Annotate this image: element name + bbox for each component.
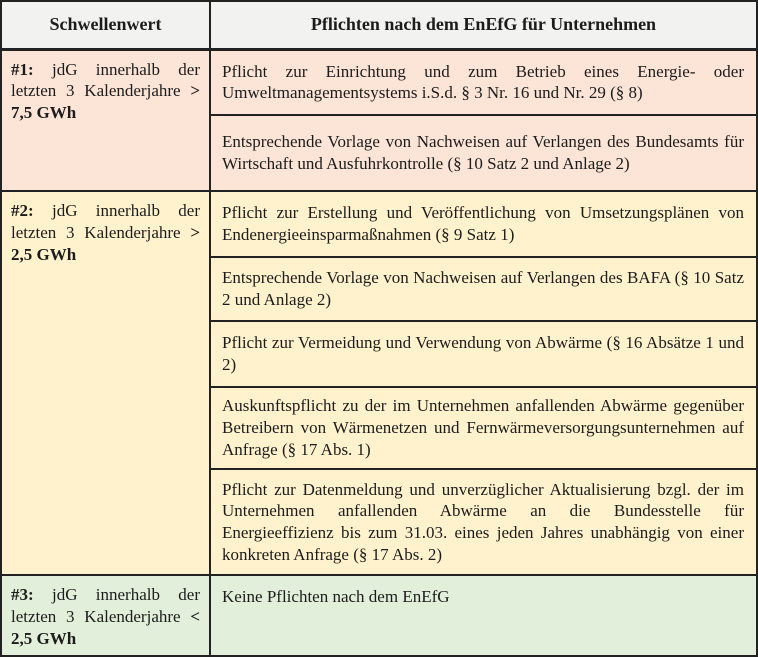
table-row bbox=[1, 191, 757, 257]
obligation-cell: Entsprechende Vorlage von Nachweisen auf Verlangen des BAFA (§ 10 Satz 2 und Anlage 2) bbox=[210, 257, 757, 321]
threshold-number: #1: bbox=[11, 59, 34, 79]
obligation-cell: Pflicht zur Datenmeldung und unverzüglicher Aktualisierung bzgl. der im Unternehmen anfallenden Abwärme an die Bundesstelle für Energieeffizienz bis zum 31.03. eines jeden Jahres unabhängig von einer konkreten Anfrage (§ 17 Abs. 2) bbox=[210, 469, 757, 575]
threshold-value: > 7,5 GWh bbox=[11, 81, 200, 122]
table-header-row bbox=[1, 1, 757, 49]
obligation-cell: Pflicht zur Erstellung und Veröffentlichung von Umsetzungsplänen von Endenergieeinsparmaßnahmen (§ 9 Satz 1) bbox=[210, 191, 757, 257]
threshold-value: > 2,5 GWh bbox=[11, 222, 200, 264]
header-cell-pflichten: Pflichten nach dem EnEfG für Unternehmen bbox=[210, 1, 757, 49]
obligation-cell: Pflicht zur Vermeidung und Verwendung von Abwärme (§ 16 Absätze 1 und 2) bbox=[210, 321, 757, 387]
obligation-cell: Keine Pflichten nach dem EnEfG bbox=[210, 575, 757, 656]
threshold-cell-3 bbox=[1, 575, 210, 656]
threshold-number: #3: bbox=[11, 585, 34, 604]
threshold-text: jdG innerhalb der letzten 3 Kalenderjahre bbox=[11, 201, 200, 242]
threshold-text: jdG innerhalb der letzten 3 Kalenderjahre bbox=[11, 59, 200, 101]
obligation-cell: Entsprechende Vorlage von Nachweisen auf Verlangen des Bundesamts für Wirtschaft und Ausfuhrkontrolle (§ 10 Satz 2 und Anlage 2) bbox=[210, 115, 757, 191]
threshold-cell-1 bbox=[1, 49, 210, 191]
obligation-cell: Auskunftspflicht zu der im Unternehmen anfallenden Abwärme gegenüber Betreibern von Wärmenetzen und Fernwärmeversorgungsunternehmen auf Anfrage (§ 17 Abs. 1) bbox=[210, 387, 757, 469]
header-cell-schwellenwert: Schwellenwert bbox=[1, 1, 210, 49]
threshold-cell-2 bbox=[1, 191, 210, 575]
threshold-number: #2: bbox=[11, 201, 34, 220]
obligation-cell: Pflicht zur Einrichtung und zum Betrieb eines Energie- oder Umweltmanagementsystems i.S.d. § 3 Nr. 16 und Nr. 29 (§ 8) bbox=[210, 49, 757, 115]
table-row bbox=[1, 49, 757, 115]
table-row bbox=[1, 575, 757, 656]
threshold-value: < 2,5 GWh bbox=[11, 606, 200, 648]
threshold-text: jdG innerhalb der letzten 3 Kalenderjahre bbox=[11, 585, 200, 626]
